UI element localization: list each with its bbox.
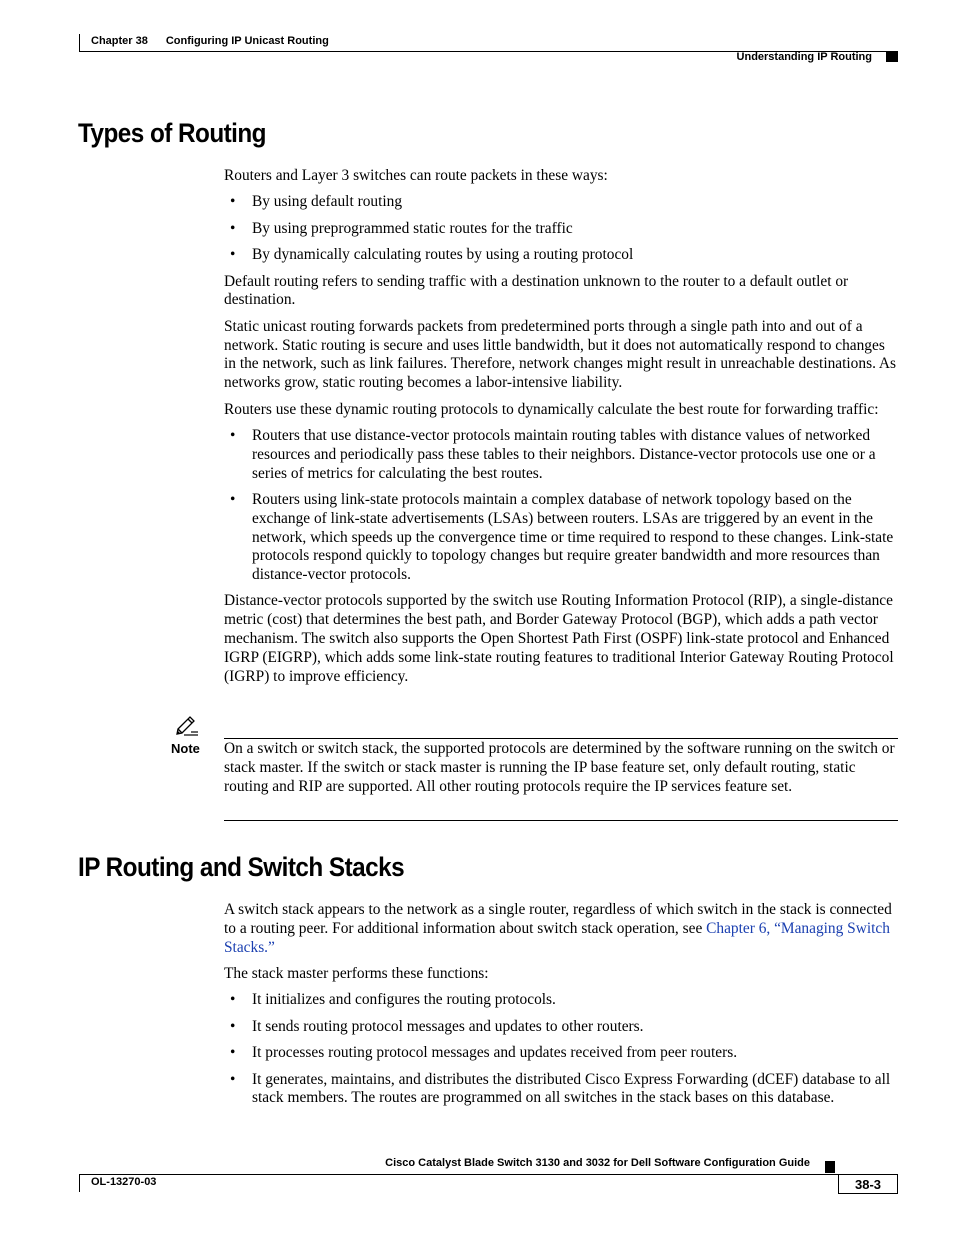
- list-item: • It processes routing protocol messages and updates received from peer routers.: [230, 1044, 738, 1062]
- footer-rule: [79, 1174, 898, 1175]
- chapter-number: Chapter 38: [91, 35, 148, 47]
- running-header-section: Understanding IP Routing: [736, 51, 872, 63]
- bullet-glyph: •: [230, 1017, 236, 1035]
- bullet-glyph: •: [230, 193, 236, 211]
- paragraph-dynamic-routing: Routers use these dynamic routing protocols to dynamically calculate the best route for forwarding traffic:: [224, 400, 879, 418]
- bullet-glyph: •: [230, 1044, 236, 1062]
- list-item: • Routers using link-state protocols maintain a complex database of network topology based on the exchange of link-state advertisements (LSAs) between routers. LSAs are triggered by an event in the network, which speeds up the convergence time or time required to respond to these changes. Link-state protocols respond quickly to topology changes but require greater bandwidth and more resources than distance-vector protocols.: [230, 490, 894, 584]
- header-rule-vertical: [79, 34, 80, 52]
- list-item: • By using preprogrammed static routes for the traffic: [230, 219, 573, 237]
- footer-guide-title: Cisco Catalyst Blade Switch 3130 and 3032 for Dell Software Configuration Guide: [385, 1157, 810, 1169]
- heading-ip-routing-and-switch-stacks: IP Routing and Switch Stacks: [78, 852, 405, 882]
- footer-marker: [825, 1161, 835, 1173]
- paragraph-supported-protocols: Distance-vector protocols supported by the switch use Routing Information Protocol (RIP), a single-distance metric (cost) that determines the best path, and Border Gateway Protocol (BGP), which adds a path vector mechanism. The switch also supports the Open Shortest Path First (OSPF) link-state protocol and Enhanced IGRP (EIGRP), which adds some link-state routing features to traditional Interior Gateway Routing Protocol (IGRP) to improve efficiency.: [224, 592, 894, 685]
- bullet-glyph: •: [230, 490, 236, 508]
- list-item: • By dynamically calculating routes by using a routing protocol: [230, 246, 634, 264]
- note-rule-bottom: [224, 820, 898, 821]
- footer-rule-vertical: [79, 1174, 80, 1192]
- bullet-glyph: •: [230, 246, 236, 264]
- bullet-glyph: •: [230, 991, 236, 1009]
- section-types-of-routing-body: [224, 167, 899, 694]
- paragraph-stack-master: The stack master performs these functions:: [224, 964, 489, 982]
- header-marker: [886, 51, 898, 62]
- list-item: • It sends routing protocol messages and updates to other routers.: [230, 1017, 644, 1035]
- note-label: Note: [171, 741, 200, 756]
- bullet-glyph: •: [230, 219, 236, 237]
- footer-doc-number: OL-13270-03: [91, 1176, 157, 1188]
- list-item: • Routers that use distance-vector protocols maintain routing tables with distance values of networked resources and periodically pass these tables to their neighbors. Distance-vector protocols use one or a series of metrics for calculating the best routes.: [230, 426, 876, 482]
- paragraph-default-routing: Default routing refers to sending traffic with a destination unknown to the router to a default outlet or destination.: [224, 272, 849, 309]
- list-stack-master-functions: [224, 991, 899, 1108]
- paragraph-intro: Routers and Layer 3 switches can route packets in these ways:: [224, 167, 608, 184]
- note-text: On a switch or switch stack, the supported protocols are determined by the software running on the switch or stack master. If the switch or stack master is running the IP base feature set, only default routing, static routing and RIP are supported. All other routing protocols require the IP services feature set.: [224, 740, 895, 795]
- paragraph-switch-stack: A switch stack appears to the network as a single router, regardless of which switch in the stack is connected to a routing peer. For additional information about switch stack operation, see Chapter 6, “Managing Switch Stacks.”: [224, 901, 892, 956]
- list-item: • It generates, maintains, and distributes the distributed Cisco Express Forwarding (dCEF) database to all stack members. The routes are programmed on all switches in the stack bases on this database.: [230, 1070, 891, 1107]
- page-number: 38-3: [838, 1174, 898, 1194]
- bullet-glyph: •: [230, 1070, 236, 1088]
- chapter-title: Configuring IP Unicast Routing: [165, 35, 329, 47]
- heading-types-of-routing: Types of Routing: [78, 118, 267, 148]
- link-chapter-6-managing-switch-stacks[interactable]: Chapter 6, “Managing Switch Stacks.”: [224, 919, 890, 956]
- list-item: • By using default routing: [230, 193, 403, 211]
- bullet-glyph: •: [230, 426, 236, 444]
- list-item: • It initializes and configures the routing protocols.: [230, 991, 556, 1009]
- list-protocol-types: [224, 427, 899, 585]
- note-rule-top: [224, 738, 898, 739]
- section-switch-stacks-body: [224, 901, 899, 1116]
- list-routing-ways: [224, 193, 899, 265]
- paragraph-static-routing: Static unicast routing forwards packets from predetermined ports through a single path into and out of a network. Static routing is secure and uses little bandwidth, but it does not automatically respond to changes in the network, such as link failures. Therefore, network changes might result in unreachable destinations. As networks grow, static routing becomes a labor-intensive liability.: [224, 317, 897, 392]
- note-pencil-icon: [174, 715, 200, 737]
- running-header-chapter: [91, 35, 329, 47]
